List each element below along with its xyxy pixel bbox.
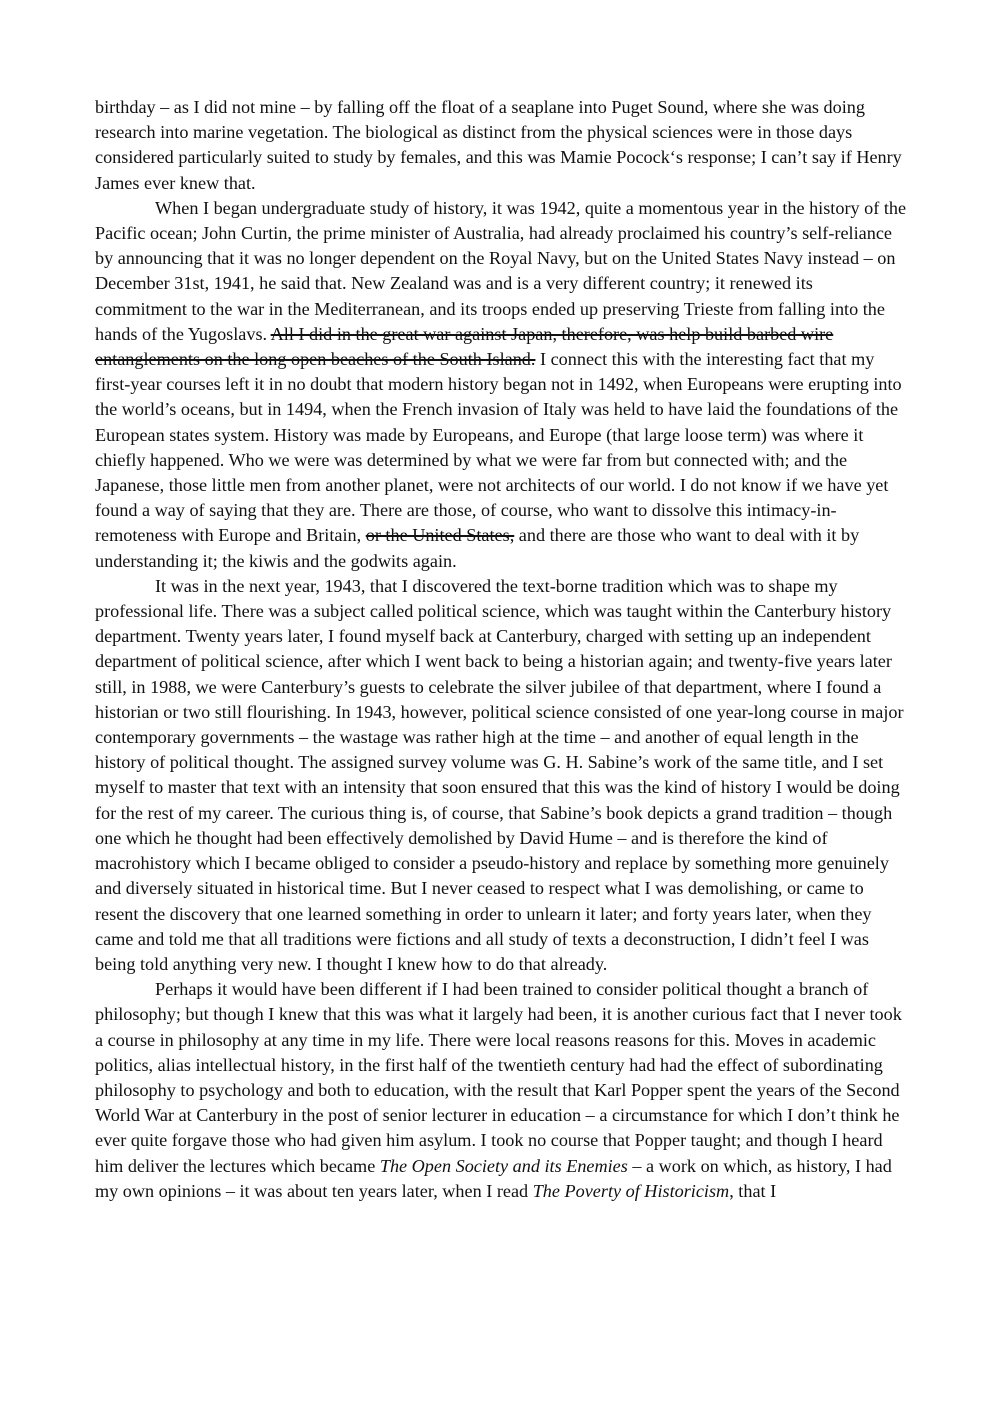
paragraph-4-text-b: – a work on which, as history, I had my own opinions – it was about ten years later, when I read	[95, 1155, 892, 1201]
paragraph-3	[95, 574, 907, 977]
book-title-poverty-of-historicism: The Poverty of Historicism	[532, 1180, 730, 1201]
struck-text-japan-war: All I did in the great war against Japan, therefore, was help build barbed wire entanglements on the long open beaches of the South Island.	[95, 323, 834, 370]
paragraph-2-text-b: I connect this with the interesting fact that my first-year courses left it in no doubt that modern history began not in 1492, when Europeans were erupting into the world’s oceans, but in 1494, when the French invasion of Italy was held to have laid the foundations of the European states system. History was made by Europeans, and Europe (that large loose term) was where it chiefly happened. Who we were was determined by what we were far from but connected with; and the Japanese, those little men from another planet, were not architects of our world. I do not know if we have yet found a way of saying that they are. There are those, of course, who want to dissolve this intimacy-in-remoteness with Europe and Britain,	[95, 349, 902, 546]
document-page	[95, 95, 907, 1204]
paragraph-1	[95, 95, 907, 196]
paragraph-2-text-c: and there are those who want to deal with it by understanding it; the kiwis and the godwits again.	[95, 525, 860, 571]
paragraph-1-text: birthday – as I did not mine – by falling off the float of a seaplane into Puget Sound, where she was doing research into marine vegetation. The biological as distinct from the physical sciences were in those days considered particularly suited to study by females, and this was Mamie Pocock‘s response; I can’t say if Henry James ever knew that.	[95, 97, 902, 193]
paragraph-4-text-a: Perhaps it would have been different if I had been trained to consider political thought a branch of philosophy; but though I knew that this was what it largely had been, it is another curious fact that I never took a course in philosophy at any time in my life. There were local reasons reasons for this. Moves in academic politics, alias intellectual history, in the first half of the twentieth century had had the effect of subordinating philosophy to psychology and both to education, with the result that Karl Popper spent the years of the Second World War at Canterbury in the post of senior lecturer in education – a circumstance for which I don’t think he ever quite forgave those who had given him asylum. I took no course that Popper taught; and though I heard him deliver the lectures which became	[95, 979, 902, 1176]
book-title-open-society: The Open Society and its Enemies	[379, 1155, 628, 1176]
paragraph-4	[95, 977, 907, 1204]
paragraph-3-text: It was in the next year, 1943, that I discovered the text-borne tradition which was to shape my professional life. There was a subject called political science, which was taught within the Canterbury history department. Twenty years later, I found myself back at Canterbury, charged with setting up an independent department of political science, after which I went back to being a historian again; and twenty-five years later still, in 1988, we were Canterbury’s guests to celebrate the silver jubilee of that department, where I found a historian or two still flourishing. In 1943, however, political science consisted of one year-long course in major contemporary governments – the wastage was rather high at the time – and another of equal length in the history of political thought. The assigned survey volume was G. H. Sabine’s work of the same title, and I set myself to master that text with an intensity that soon ensured that this was the kind of history I would be doing for the rest of my career. The curious thing is, of course, that Sabine’s book depicts a grand tradition – though one which he thought had been effectively demolished by David Hume – and is therefore the kind of macrohistory which I became obliged to consider a pseudo-history and replace by something more genuinely and diversely situated in historical time. But I never ceased to respect what I was demolishing, or came to resent the discovery that one learned something in order to unlearn it later; and forty years later, when they came and told me that all traditions were fictions and all study of texts a deconstruction, I didn’t feel I was being told anything very new. I thought I knew how to do that already.	[95, 575, 904, 974]
paragraph-2	[95, 196, 907, 574]
paragraph-4-text-c: , that I	[729, 1180, 777, 1201]
paragraph-2-text-a: When I began undergraduate study of history, it was 1942, quite a momentous year in the history of the Pacific ocean; John Curtin, the prime minister of Australia, had already proclaimed his country’s self-reliance by announcing that it was no longer dependent on the Royal Navy, but on the United States Navy instead – on December 31st, 1941, he said that. New Zealand was and is a very different country; it renewed its commitment to the war in the Mediterranean, and its troops ended up preserving Trieste from falling into the hands of the Yugoslavs.	[95, 197, 907, 344]
struck-text-united-states: or the United States,	[365, 525, 515, 546]
